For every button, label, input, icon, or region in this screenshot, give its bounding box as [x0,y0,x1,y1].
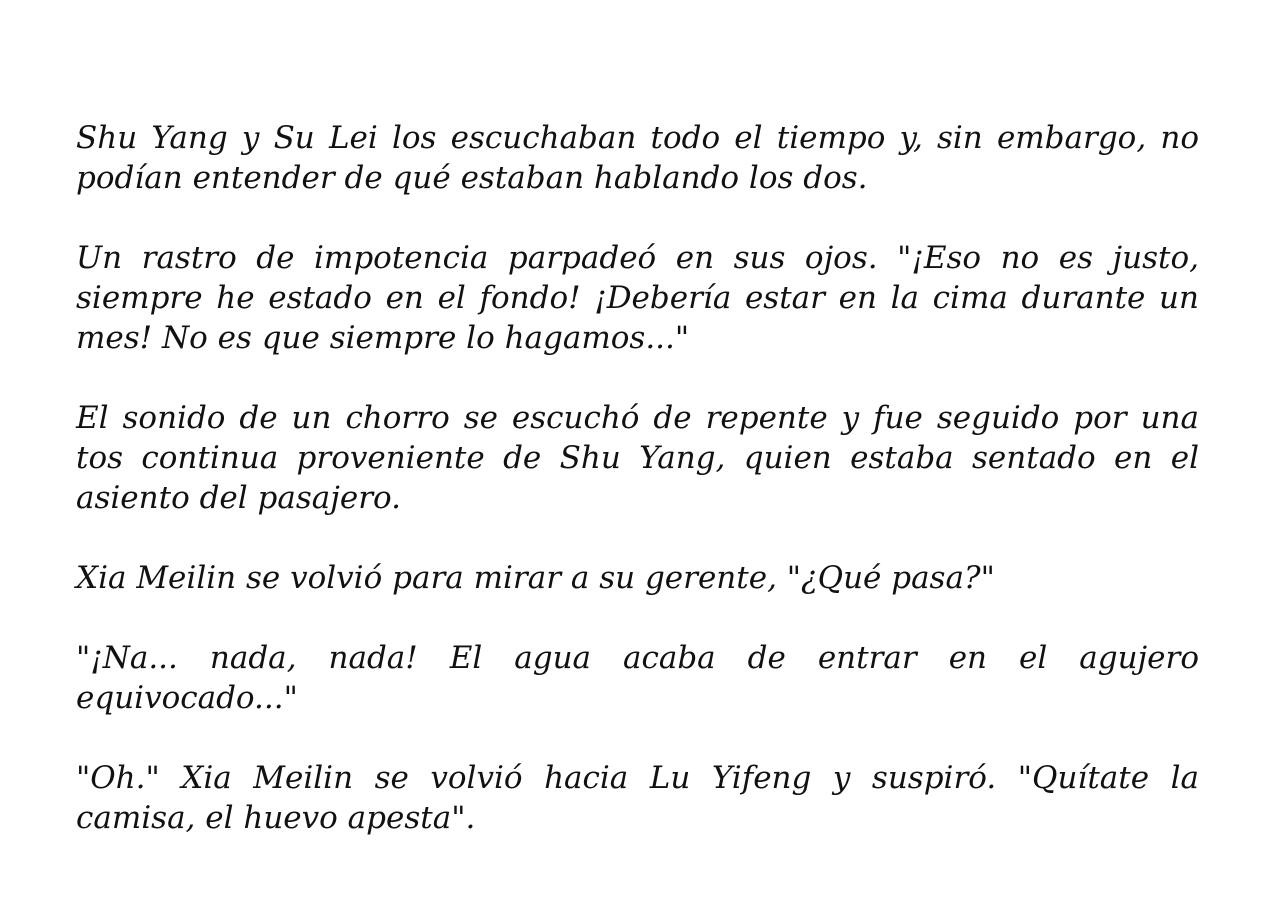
paragraph-5: "¡Na... nada, nada! El agua acaba de entrar en el agujero equivocado..." [76,640,1199,716]
paragraph-2: Un rastro de impotencia parpadeó en sus ojos. "¡Eso no es justo, siempre he estado en el fondo! ¡Debería estar en la cima durante un mes! No es que siempre lo hagamos..." [76,240,1199,356]
paragraph-3: El sonido de un chorro se escuchó de repente y fue seguido por una tos continua proveniente de Shu Yang, quien estaba sentado en el asiento del pasajero. [76,400,1199,516]
paragraph-1: Shu Yang y Su Lei los escuchaban todo el tiempo y, sin embargo, no podían entender de qué estaban hablando los dos. [76,120,1199,196]
paragraph-4: Xia Meilin se volvió para mirar a su gerente, "¿Qué pasa?" [76,560,995,596]
document-page [76,118,1199,838]
paragraph-6: "Oh." Xia Meilin se volvió hacia Lu Yifeng y suspiró. "Quítate la camisa, el huevo apesta". [76,760,1199,836]
